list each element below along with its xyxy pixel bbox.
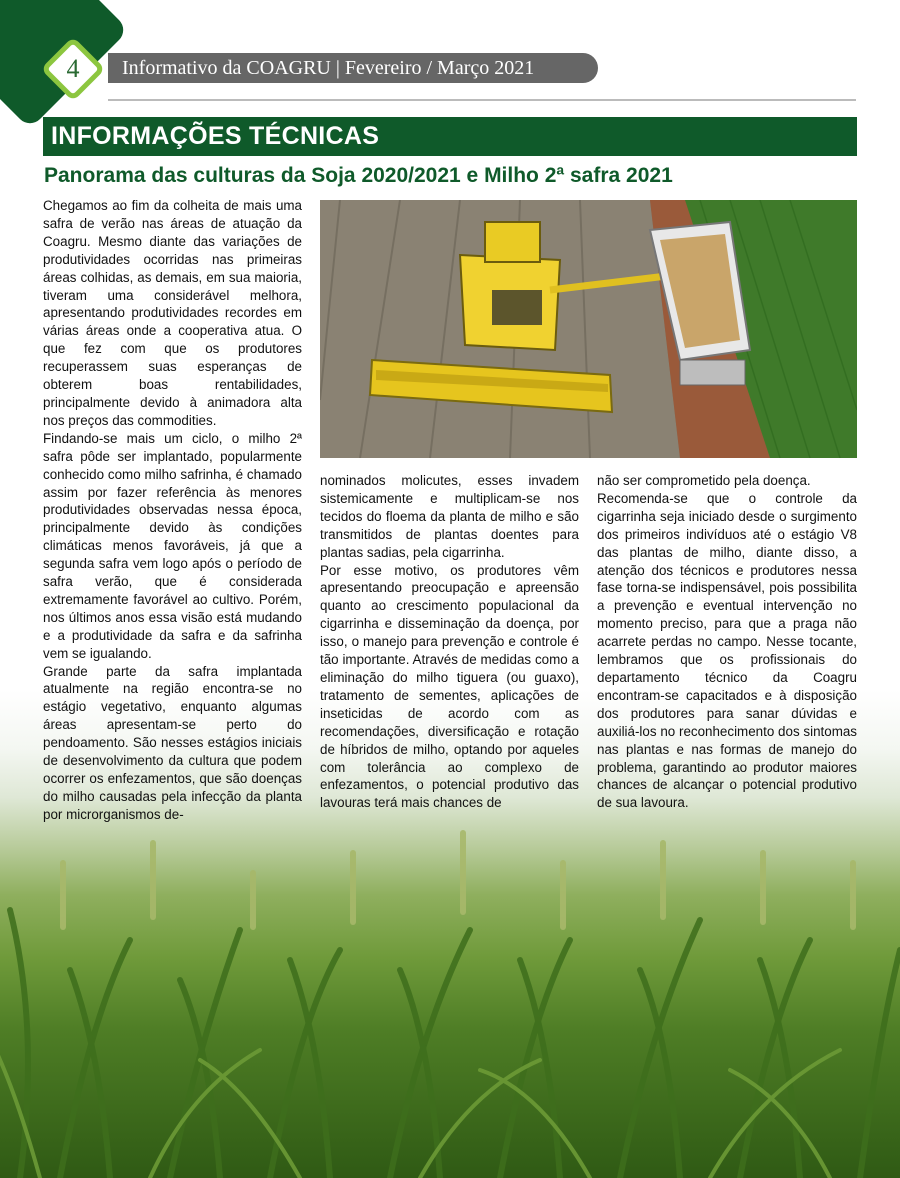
article-column-1 <box>43 197 302 824</box>
page-number: 4 <box>66 54 80 83</box>
paragraph: Recomenda-se que o controle da cigarrinha seja iniciado desde o surgimento dos primeiros indivíduos até o estágio V8 das plantas de milho, diante disso, a atenção dos técnicos e produtores nessa fase torna-se indispensável, pois possibilita a prevenção e eventual intervenção no momento preciso, para que a praga não acarrete perdas no campo. Nesse tocante, lembramos que os profissionais do departamento técnico da Coagru encontram-se capacitados e à disposição dos produtores para sanar dúvidas e auxiliá-los no reconhecimento dos sintomas nas plantas e nas formas de manejo do problema, garantindo ao produtor maiores chances de alcançar o potencial produtivo de sua lavoura. <box>597 490 857 811</box>
harvester-photo <box>320 200 857 458</box>
header-title: Informativo da COAGRU | Fevereiro / Março 2021 <box>122 57 535 79</box>
article-column-2 <box>320 472 579 812</box>
article-title: Panorama das culturas da Soja 2020/2021 e Milho 2ª safra 2021 <box>44 164 673 187</box>
paragraph: Findando-se mais um ciclo, o milho 2ª safra pôde ser implantado, popularmente conhecido como milho safrinha, é chamado assim por fazer referência às menores produtividades observadas nessa época, principalmente devido às condições climáticas menos favoráveis, já que a segunda safra vem logo após o período de safra verão, que é considerada extremamente favorável ao cultivo. Porém, nos últimos anos essa visão está mudando e a produtividade da safra e da safrinha vem se igualando. <box>43 430 302 661</box>
paragraph: nominados molicutes, esses invadem sistemicamente e multiplicam-se nos tecidos do floema da planta de milho e são transmitidos de plantas doentes para plantas sadias, pela cigarrinha. <box>320 473 579 560</box>
article-column-3 <box>597 472 857 812</box>
paragraph: Por esse motivo, os produtores vêm apresentando preocupação e apreensão quanto ao crescimento populacional da cigarrinha e disseminação da doença, por isso, o manejo para prevenção e controle é tão importante. Através de medidas como a eliminação do milho tiguera (ou guaxo), tratamento de sementes, aplicações de inseticidas de acordo com as recomendações, diversificação e rotação de híbridos de milho, optando por aqueles com tolerância ao complexo de enfezamentos, o potencial produtivo das lavouras terá mais chances de <box>320 562 579 811</box>
page-number-badge <box>44 40 102 98</box>
section-title: INFORMAÇÕES TÉCNICAS <box>51 122 380 150</box>
header-divider <box>108 99 856 101</box>
paragraph: Grande parte da safra implantada atualmente na região encontra-se no estágio vegetativo, enquanto algumas áreas apresentam-se perto do pendoamento. São nesses estágios iniciais de desenvolvimento da cultura que podem ocorrer os enfezamentos, que são doenças do milho causadas pela infecção da planta por microrganismos de- <box>43 663 302 822</box>
paragraph: Chegamos ao fim da colheita de mais uma safra de verão nas áreas de atuação da Coagru. Mesmo diante das variações de produtividades ocorridas nas primeiras áreas colhidas, as demais, em sua maioria, tiveram uma considerável melhora, apresentando produtividades recordes em várias áreas onde a cooperativa atua. O que fez com que os produtores recuperassem suas esperanças de obterem boas rentabilidades, principalmente devido à animadora alta nos preços das commodities. <box>43 198 302 428</box>
paragraph: não ser comprometido pela doença. <box>597 473 811 488</box>
